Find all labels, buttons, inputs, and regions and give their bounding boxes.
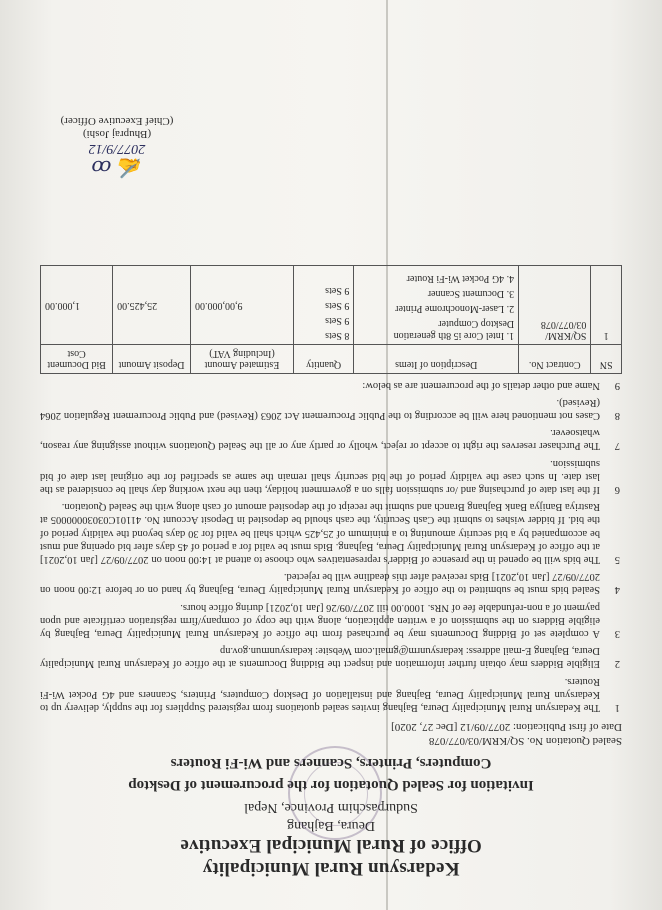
header-estimated-amount: Estimated Amount (Including VAT) [190,345,293,374]
clause-list [40,378,622,714]
header-deposit-amount: Deposit Amount [113,345,191,374]
clause-item [40,644,622,670]
clause-text: The Purchaser reserves the right to accept or reject, wholly or partly any or all the Sealed Quotations without assigning any reason, whatsoever. [40,427,600,452]
quantity-2: 9 Sets [325,315,350,327]
clause-number: 1 [614,702,620,713]
clause-item [40,570,622,596]
item-3: 3. Document Scanner [427,288,515,300]
municipality-name: Kedarsyun Rural Municipality [202,858,460,879]
office-name: Office of Rural Municipal Executive [180,835,482,856]
clause-text: A complete set of Bidding Documents may be purchased from the office of Kedarsyun Rural Municipality Deura, Bajhang by eligible Bidders on the submission of a written application, along with the copy of company/firm registration certificate and upon payment of a non-refundable fee of NRs. 1000.00 till 2077/09/26 [Jan 10,2021] during office hours. [40,601,600,639]
header-description: Description of Items [354,345,519,374]
notice-title-2: Computers, Printers, Scanners and Wi-Fi Routers [170,755,492,771]
cell-sn: 1 [591,266,622,345]
province-country: Sudurpaschim Province, Nepal [244,800,418,815]
signatory-name: (Bhupraj Joshi) [82,128,152,140]
notice-title-1: Invitation for Sealed Quotation for the procurement of Desktop [128,777,534,793]
cell-estimated-amount: 9,00,000.00 [190,266,293,345]
header-bid-document-cost: Bid Document Cost [41,345,113,374]
item-1: 1. Intel Core i5 8th generation Desktop Computer [393,318,515,342]
signature-block [32,114,202,180]
clause-text: Sealed bids must be submitted to the office of Kedarsyun Rural Municipality Deura, Bajhang by hand on or before 12:00 noon on 2077/09/27 [Jan 10,2021] Bids received after this deadline will be rejected. [40,571,600,596]
signatory-designation: (Chief Executive Officer) [60,115,174,127]
clause-number: 5 [614,553,620,565]
office-stamp [288,746,382,840]
clause-number: 8 [614,409,620,421]
cell-items [354,266,519,345]
table-row [41,266,622,345]
quantity-3: 9 Sets [325,300,350,312]
clause-item [40,500,622,566]
clause-text: The bids will be opened in the presence of Bidder's representatives who choose to attend at 14:00 noon on 2077/09/27 [Jan 10,2021] at the office of Kedarsyun Rural Municipality Deura, Bajhang. Bids must be valid for a period of 45 days after bid opening and must be accompanied by a bid security amounting to a minimum of 25,425 which shall be valid for 30 days beyond the validity period of the bid. If bidder wishes to submit the Cash Security, the cash should be deposited in Deposit Account No. 41101C03030000005 at Rastriya Banijya Bank Bajhang Branch and submit the receipt of the deposited amount of cash along with the Sealed Quotation. [40,501,600,565]
clause-number: 4 [614,584,620,596]
quantity-1: 8 Sets [325,330,350,342]
clause-number: 6 [614,483,620,495]
cell-bid-document-cost: 1,000.00 [41,266,113,345]
cell-contract-no: SQ/KRM/ 03/077/078 [519,266,591,345]
header-contract-no: Contract No. [519,345,591,374]
clause-item [40,674,622,714]
clause-number: 9 [614,379,620,391]
cell-quantities [294,266,354,345]
quantity-4: 9 Sets [325,285,350,297]
clause-number: 2 [614,658,620,670]
header-sn: SN [591,345,622,374]
clause-item [40,396,622,422]
clause-text: Cases not mentioned here will be according to the Public Procurement Act 2063 (Revised) and Public Procurement Regulation 2064 (Revised). [40,396,600,421]
clause-text: The Kedarsyun Rural Municipality Deura, Bajhang invites sealed quotations from registered Suppliers for the supply, delivery up to Kedarsyun Rural Municipality Deura, Bajhang and installation of Desktop Computers, Printers, Scanners and 4G Pocket Wi-Fi Routers. [40,675,600,713]
publication-date: Date of first Publication: 2077/09/12 [Dec 27, 2020] [391,721,622,733]
table-header-row [41,345,622,374]
clause-number: 3 [614,627,620,639]
clause-text: Name and other details of the procurement are as below: [362,379,600,391]
clause-text: Eligible Bidders may obtain further information and inspect the Bidding Documents at the office of Kedarsyun Rural Municipality Deura, Bajhang E-mail address: kedarsyunrm@gmail.com Website: kedarsyunmun.gov.np [40,645,600,670]
office-location: Deura, Bajhang [287,818,375,833]
signature-date: 2077/9/12 [88,141,146,156]
clause-text: If the last date of purchasing and /or submission falls on a government holiday, then the next working day shall be considered as the last date. In such case the validity period of the bid security shall remain the same as specified for the original last date of bid submission. [40,457,600,495]
procurement-table [40,265,622,374]
clause-item [40,426,622,452]
clause-item [40,378,622,391]
notice-content [40,30,622,880]
cell-deposit-amount: 25,425.00 [113,266,191,345]
clause-number: 7 [614,440,620,452]
item-2: 2. Laser-Monochrome Printer [395,303,515,315]
clause-item [40,600,622,640]
item-4: 4. 4G Pocket Wi-Fi Router [406,273,515,285]
clause-item [40,456,622,496]
signature-mark: ✍ ꝏ [91,156,143,180]
quotation-number: Sealed Quotation No. SQ/KRM/03/077/078 [428,735,622,747]
header-quantity: Quantity [294,345,354,374]
